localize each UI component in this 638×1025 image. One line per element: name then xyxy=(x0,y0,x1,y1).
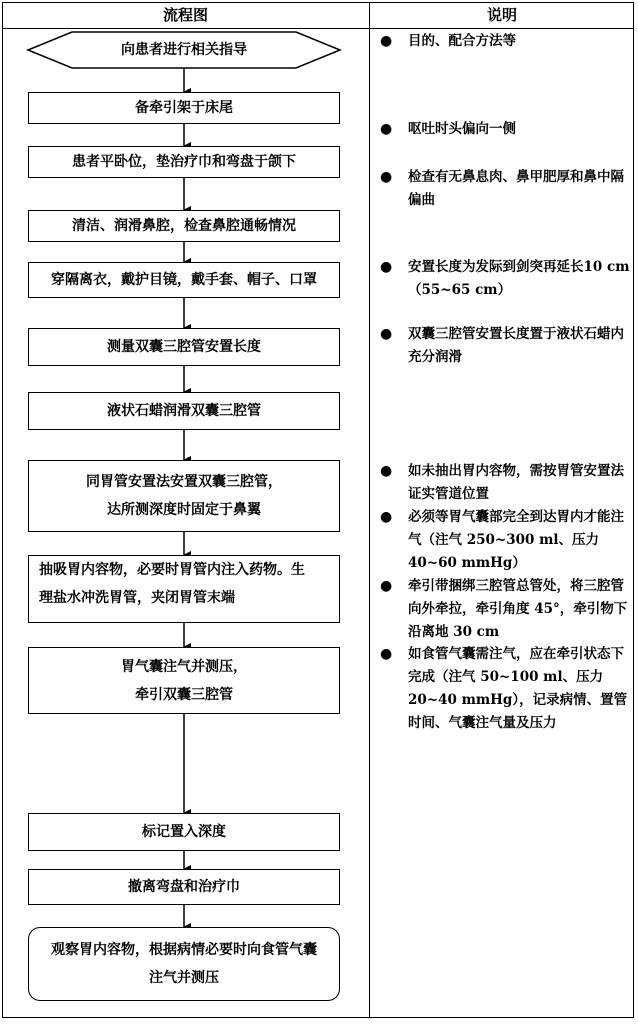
note-gastric-balloon xyxy=(380,506,630,575)
note-text: 必须等胃气囊部完全到达胃内才能注气（注气 250~300 ml、压力 40~60 mmHg） xyxy=(408,509,624,571)
note-text: 牵引带捆绑三腔管总管处，将三腔管向外牵拉，牵引角度 45°，牵引物下沿离地 30 cm xyxy=(408,578,628,640)
header-flowchart: 流程图 xyxy=(162,6,208,24)
step-prepare-traction-frame: 备牵引架于床尾 xyxy=(28,92,340,124)
step-observe-line1: 观察胃内容物，根据病情必要时向食管气囊 xyxy=(51,942,317,958)
note-nasal-check xyxy=(380,166,630,212)
step-observe-line2: 注气并测压 xyxy=(149,970,219,986)
bullet-icon: ● xyxy=(380,169,393,185)
step-insert-tube xyxy=(28,460,340,532)
step-observe-contents xyxy=(28,927,340,1001)
step-insert-tube-line2: 达所测深度时固定于鼻翼 xyxy=(107,502,261,518)
step-inflate-line1: 胃气囊注气并测压， xyxy=(121,658,247,675)
step-inflate-gastric-balloon xyxy=(28,647,340,714)
bullet-icon: ● xyxy=(380,578,393,594)
step-protective-gear: 穿隔离衣，戴护目镜，戴手套、帽子、口罩 xyxy=(28,262,340,298)
bullet-icon: ● xyxy=(380,463,393,479)
bullet-icon: ● xyxy=(380,259,393,275)
step-mark-depth: 标记置入深度 xyxy=(28,813,340,851)
note-length xyxy=(380,256,630,302)
bullet-icon: ● xyxy=(380,646,393,662)
note-verify-position xyxy=(380,460,630,506)
header-explanation: 说明 xyxy=(486,6,517,24)
step-clean-nasal-cavity: 清洁、润滑鼻腔，检查鼻腔通畅情况 xyxy=(28,210,340,242)
step-position-patient: 患者平卧位，垫治疗巾和弯盘于颌下 xyxy=(28,146,340,178)
note-vomiting xyxy=(380,118,630,141)
note-text: 如未抽出胃内容物，需按胃管安置法证实管道位置 xyxy=(408,463,624,502)
step-measure-length: 测量双囊三腔管安置长度 xyxy=(28,328,340,366)
bullet-icon: ● xyxy=(380,326,393,342)
step-lubricate-tube: 液状石蜡润滑双囊三腔管 xyxy=(28,392,340,430)
bullet-icon: ● xyxy=(380,509,393,525)
note-text: 安置长度为发际到剑突再延长10 cm（55~65 cm） xyxy=(408,259,630,298)
step-aspirate-line2: 理盐水冲洗胃管，夹闭胃管末端 xyxy=(39,590,235,606)
note-traction xyxy=(380,575,630,644)
bullet-icon: ● xyxy=(380,121,393,137)
note-text: 如食管气囊需注气，应在牵引状态下完成（注气 50~100 ml、压力 20~40 mmHg），记录病情、置管时间、气囊注气量及压力 xyxy=(408,646,628,731)
step-inflate-line2: 牵引双囊三腔管 xyxy=(135,686,233,703)
step-aspirate-line1: 抽吸胃内容物，必要时胃管内注入药物。生 xyxy=(39,562,305,578)
step-insert-tube-line1: 同胃管安置法安置双囊三腔管， xyxy=(86,474,282,490)
note-esophageal-balloon xyxy=(380,643,630,735)
note-purpose xyxy=(380,30,630,53)
bullet-icon: ● xyxy=(380,33,393,49)
note-text: 呕吐时头偏向一侧 xyxy=(408,121,516,137)
step-aspirate xyxy=(28,555,340,623)
note-text: 检查有无鼻息肉、鼻甲肥厚和鼻中隔偏曲 xyxy=(408,169,624,208)
note-text: 目的、配合方法等 xyxy=(408,33,516,49)
step-remove-basin: 撤离弯盘和治疗巾 xyxy=(28,869,340,905)
note-text: 双囊三腔管安置长度置于液状石蜡内充分润滑 xyxy=(408,326,624,365)
note-lubrication xyxy=(380,323,630,369)
step-start: 向患者进行相关指导 xyxy=(121,42,247,58)
